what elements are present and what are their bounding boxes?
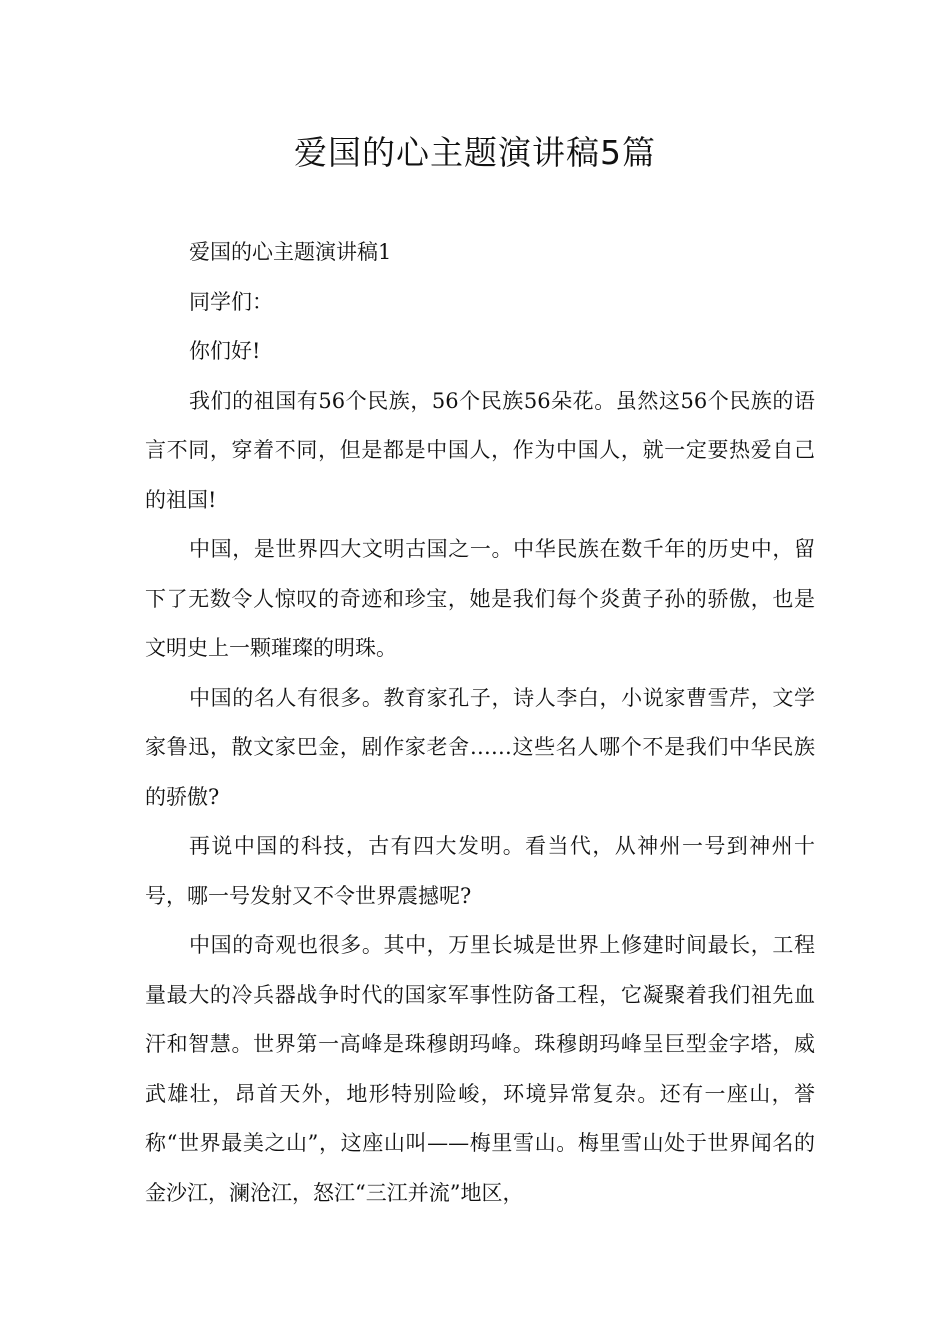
paragraph-wonders: 中国的奇观也很多。其中，万里长城是世界上修建时间最长，工程量最大的冷兵器战争时代的国家军事性防备工程，它凝聚着我们祖先血汗和智慧。世界第一高峰是珠穆朗玛峰。珠穆朗玛峰呈巨型金字塔，威武雄壮，昂首天外，地形特别险峻，环境异常复杂。还有一座山，誉称“世界最美之山”，这座山叫——梅里雪山。梅里雪山处于世界闻名的金沙江，澜沧江，怒江“三江并流”地区， (145, 933, 815, 1205)
document-body (145, 228, 815, 1218)
paragraph-civilization: 中国，是世界四大文明古国之一。中华民族在数千年的历史中，留下了无数令人惊叹的奇迹和珍宝，她是我们每个炎黄子孙的骄傲，也是文明史上一颗璀璨的明珠。 (145, 537, 815, 660)
greeting: 你们好! (189, 339, 261, 363)
section-heading: 爱国的心主题演讲稿1 (189, 240, 392, 264)
document-title: 爱国的心主题演讲稿5篇 (294, 133, 656, 172)
salutation: 同学们： (189, 289, 273, 314)
paragraph-technology: 再说中国的科技，古有四大发明。看当代，从神州一号到神州十号，哪一号发射又不令世界震撼呢? (145, 834, 815, 908)
paragraph-famous-people: 中国的名人有很多。教育家孔子，诗人李白，小说家曹雪芹，文学家鲁迅，散文家巴金，剧作家老舍……这些名人哪个不是我们中华民族的骄傲? (145, 685, 815, 809)
paragraph-ethnic-groups: 我们的祖国有56个民族，56个民族56朵花。虽然这56个民族的语言不同，穿着不同，但是都是中国人，作为中国人，就一定要热爱自己的祖国! (145, 388, 815, 512)
